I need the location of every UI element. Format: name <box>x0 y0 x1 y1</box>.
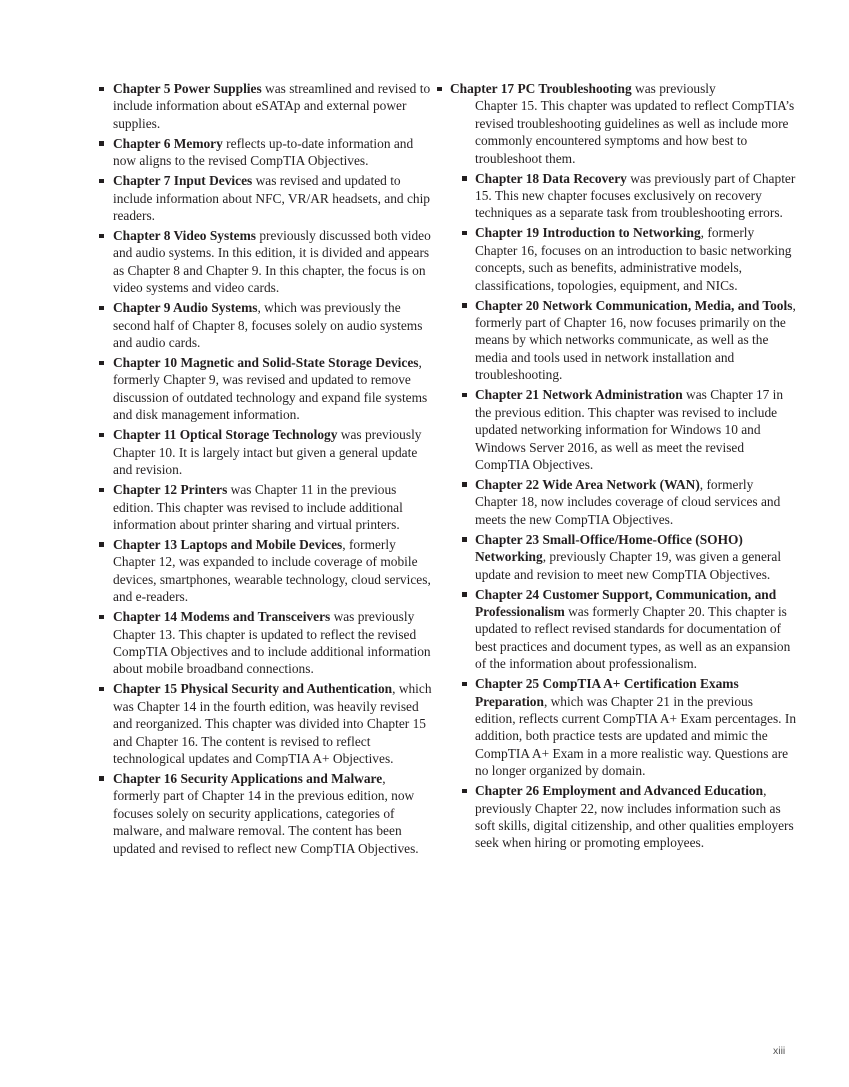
list-item <box>436 782 796 852</box>
chapter-title: Chapter 7 Input Devices <box>113 173 253 189</box>
list-item <box>98 227 433 297</box>
list-item <box>98 80 433 132</box>
list-item <box>98 481 433 533</box>
list-item <box>98 608 433 678</box>
chapter-description: was previously Chapter 10. It is largely intact but given a general update and revision. <box>113 427 422 478</box>
chapter-title: Chapter 23 Small-Office/Home-Office (SOHO) Networking <box>475 531 743 565</box>
list-item <box>436 80 796 167</box>
chapter-description: was streamlined and revised to include information about eSATAp and external power supplies. <box>113 81 431 131</box>
list-item <box>98 680 433 767</box>
chapter-title: Chapter 15 Physical Security and Authentication <box>113 681 393 697</box>
chapter-title: Chapter 17 PC Troubleshooting <box>450 81 632 96</box>
right-column <box>436 80 796 854</box>
list-item <box>436 170 796 222</box>
chapter-title: Chapter 8 Video Systems <box>113 228 256 244</box>
list-item <box>98 135 433 170</box>
list-item <box>98 299 433 351</box>
list-item <box>436 386 796 473</box>
chapter-description: , formerly Chapter 16, focuses on an introduction to basic networking concepts, such as benefits, administrative models, classifications, topologies, equipment, and NICs. <box>475 225 792 293</box>
list-item <box>98 172 433 224</box>
chapter-title: Chapter 19 Introduction to Networking <box>475 225 701 241</box>
chapter-description: was formerly Chapter 20. This chapter is updated to reflect revised standards for documentation of best practices and document types, as well as an expansion of the information about professionalism. <box>475 603 791 672</box>
chapter-description: , previously Chapter 19, was given a general update and revision to meet new CompTIA Objectives. <box>475 549 782 582</box>
left-column <box>98 80 433 860</box>
chapter-title: Chapter 25 CompTIA A+ Certification Exams Preparation <box>475 676 739 709</box>
chapter-description: was revised and updated to include information about NFC, VR/AR headsets, and chip readers. <box>113 173 430 224</box>
list-item <box>98 536 433 606</box>
chapter-description: , which was previously the second half of Chapter 8, focuses solely on audio systems and audio cards. <box>113 300 423 351</box>
list-item <box>436 586 796 673</box>
chapter-description: was previously part of Chapter 15. This new chapter focuses exclusively on recovery techniques as a separate task from troubleshooting errors. <box>475 170 796 221</box>
list-item <box>436 531 796 583</box>
chapter-title: Chapter 20 Network Communication, Media, and Tools <box>475 297 793 313</box>
chapter-description: , formerly part of Chapter 16, now focuses primarily on the means by which networks communicate, as well as the media and tools used in network installation and troubleshooting. <box>475 297 796 383</box>
chapter-description: , which was Chapter 14 in the fourth edition, was heavily revised and reorganized. This chapter was divided into Chapter 15 and Chapter 16. The content is revised to reflect technological updates and CompTIA A+ Objectives. <box>113 681 432 766</box>
chapter-title: Chapter 14 Modems and Transceivers <box>113 609 331 625</box>
list-item <box>436 476 796 528</box>
chapter-description: was previously Chapter 13. This chapter is updated to reflect the revised CompTIA Objectives and to include additional information about mobile broadband connections. <box>113 609 431 677</box>
chapter-title: Chapter 11 Optical Storage Technology <box>113 427 338 443</box>
chapter-description: , formerly part of Chapter 14 in the previous edition, now focuses solely on security applications, categories of malware, and malware removal. The content has been updated and revised to reflect new CompTIA Objectives. <box>113 770 419 856</box>
list-item <box>436 675 796 779</box>
chapter-title: Chapter 5 Power Supplies <box>113 81 262 96</box>
chapter-description: , previously Chapter 22, now includes information such as soft skills, digital citizenship, and other qualities employers seek when hiring or promoting employees. <box>475 783 794 851</box>
chapter-title: Chapter 16 Security Applications and Malware <box>113 770 383 786</box>
chapter-description: , formerly Chapter 18, now includes coverage of cloud services and meets the new CompTIA Objectives. <box>475 476 781 527</box>
chapter-list-right <box>436 80 796 852</box>
chapter-title: Chapter 26 Employment and Advanced Education <box>475 783 764 799</box>
chapter-description: , which was Chapter 21 in the previous edition, reflects current CompTIA A+ Exam percentages. In addition, both practice tests are updated and mimic the CompTIA A+ Exam in a more realistic way. Questions are no longer organized by domain. <box>475 693 797 779</box>
chapter-description: Chapter 15. This chapter was updated to reflect CompTIA’s revised troubleshooting guidelines as well as include more commonly encountered symptoms and how best to troubleshoot them. <box>475 98 795 166</box>
chapter-title: Chapter 12 Printers <box>113 482 228 498</box>
list-item <box>98 770 433 857</box>
chapter-description: , formerly Chapter 9, was revised and updated to remove discussion of outdated technology and expand file systems and disk management information. <box>113 355 428 423</box>
list-item <box>436 297 796 384</box>
chapter-title: Chapter 6 Memory <box>113 135 223 151</box>
list-item <box>98 354 433 424</box>
chapter-description: , formerly Chapter 12, was expanded to include coverage of mobile devices, smartphones, wearable technology, cloud services, and e-readers. <box>113 536 431 605</box>
list-item <box>98 426 433 478</box>
page-number: xiii <box>773 1045 786 1057</box>
chapter-title: Chapter 18 Data Recovery <box>475 170 627 186</box>
list-item <box>436 224 796 294</box>
chapter-title: Chapter 10 Magnetic and Solid-State Storage Devices <box>113 355 419 371</box>
chapter-description: was Chapter 11 in the previous edition. This chapter was revised to include additional information about printer sharing and virtual printers. <box>113 482 403 532</box>
chapter-description-lead: was previously <box>631 81 716 96</box>
chapter-title: Chapter 9 Audio Systems <box>113 300 258 316</box>
chapter-list-left <box>98 80 433 857</box>
chapter-title: Chapter 22 Wide Area Network (WAN) <box>475 476 700 492</box>
chapter-description: previously discussed both video and audio systems. In this edition, it is divided and appears as Chapter 8 and Chapter 9. In this chapter, the focus is on video systems and video cards. <box>113 228 431 296</box>
chapter-description: was Chapter 17 in the previous edition. This chapter was revised to include updated networking information for Windows 10 and Windows Server 2016, as well as meet the revised CompTIA Objectives. <box>475 387 784 472</box>
chapter-title: Chapter 13 Laptops and Mobile Devices <box>113 536 343 552</box>
chapter-description: reflects up-to-date information and now aligns to the revised CompTIA Objectives. <box>113 135 414 169</box>
chapter-title: Chapter 24 Customer Support, Communication, and Professionalism <box>475 586 777 619</box>
chapter-title: Chapter 21 Network Administration <box>475 387 683 403</box>
